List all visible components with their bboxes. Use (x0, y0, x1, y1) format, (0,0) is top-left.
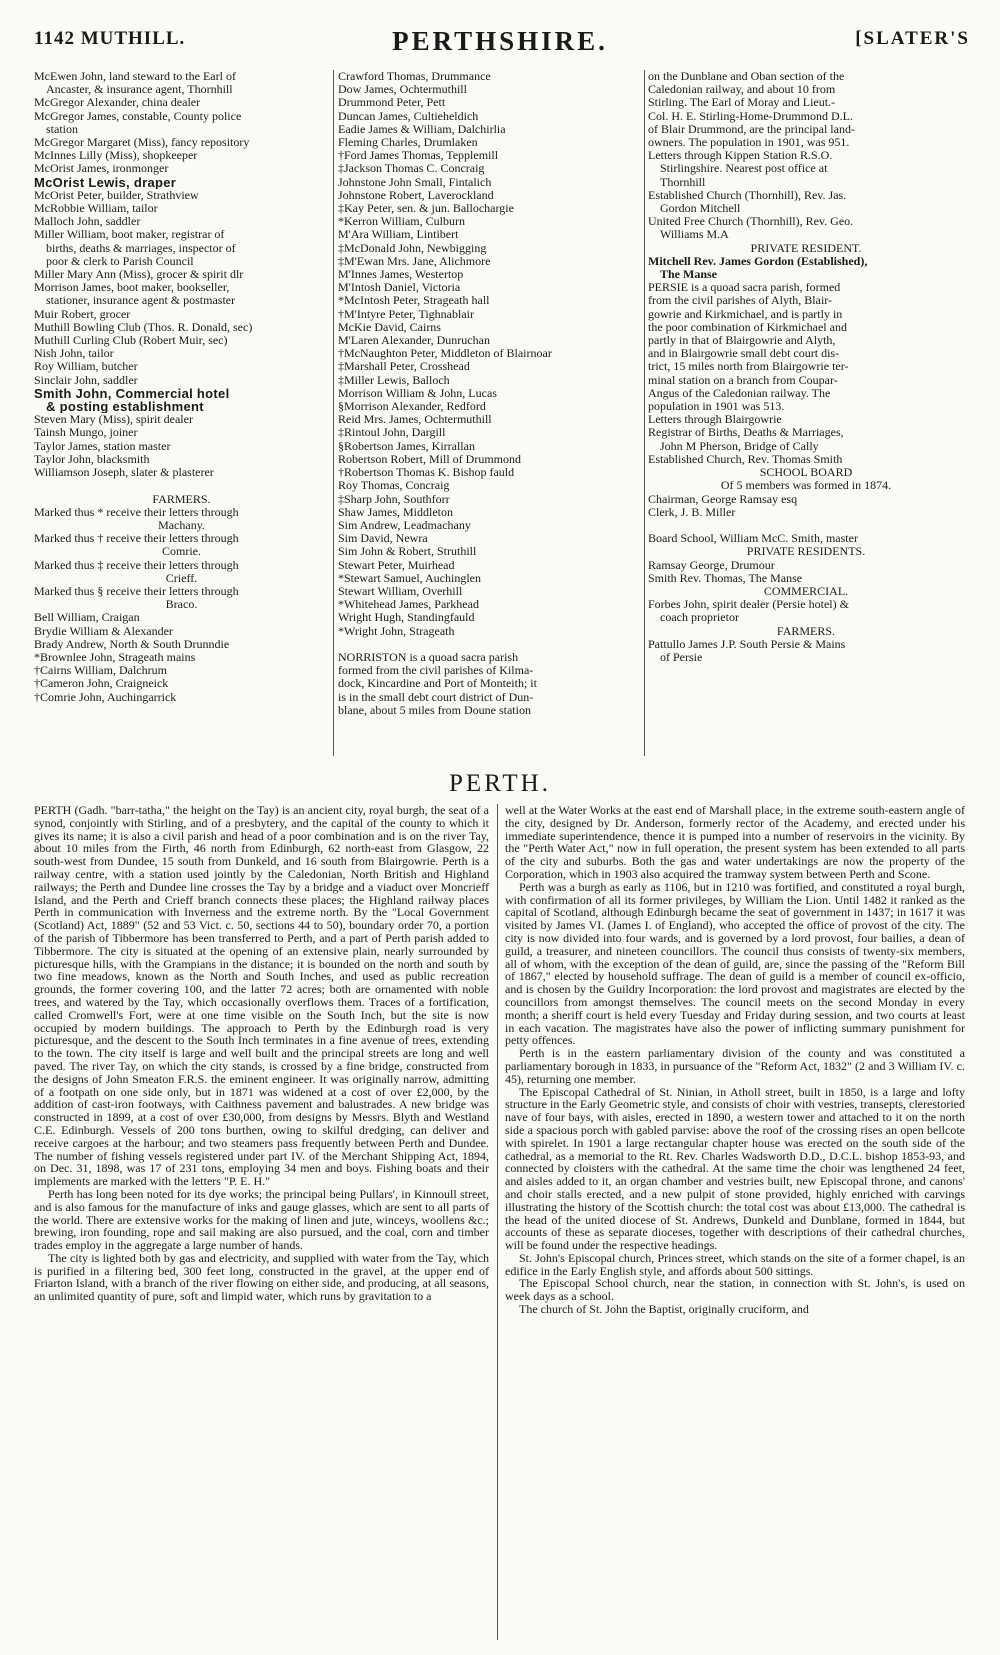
directory-entry: Roy William, butcher (34, 360, 138, 374)
directory-entry: M'Laren Alexander, Dunruchan (338, 334, 490, 348)
running-header (0, 26, 1000, 58)
directory-entry: Tainsh Mungo, joiner (34, 426, 138, 440)
section-heading: Braco. (165, 598, 198, 612)
directory-entry: The Manse (660, 268, 717, 282)
directory-entry: formed from the civil parishes of Kilma- (338, 664, 534, 678)
section-heading: COMMERCIAL. (763, 584, 849, 598)
directory-entry: of Blair Drummond, are the principal land- (648, 122, 855, 136)
section-heading: Machany. (158, 518, 205, 532)
directory-entry: Clerk, J. B. Miller (648, 505, 736, 519)
directory-entry: Ramsay George, Drumour (648, 558, 775, 572)
directory-entry: from the civil parishes of Alyth, Blair- (648, 294, 833, 308)
directory-entry: Drummond Peter, Pett (338, 96, 446, 110)
directory-entry: Sinclair John, saddler (34, 373, 138, 387)
directory-entry: births, deaths & marriages, inspector of (46, 241, 236, 255)
directory-entry: Miller William, boot maker, registrar of (34, 228, 225, 242)
directory-entry: McEwen John, land steward to the Earl of (34, 70, 236, 83)
directory-entry: M'Ara William, Lintibert (338, 228, 459, 242)
directory-entry: Fleming Charles, Drumlaken (338, 136, 478, 150)
directory-entry: gowrie and Kirkmichael, and is partly in (648, 307, 843, 321)
directory-entry: Morrison James, boot maker, bookseller, (34, 281, 230, 295)
directory-entry: ‡Kay Peter, sen. & jun. Ballochargie (338, 202, 514, 216)
county-heading: PERTHSHIRE. (392, 26, 608, 56)
directory-entry: Nish John, tailor (34, 347, 114, 361)
directory-entry: Johnstone John Small, Fintalich (338, 175, 492, 189)
directory-entry: †Ford James Thomas, Tepplemill (338, 149, 499, 163)
directory-entry: Smith Rev. Thomas, The Manse (648, 571, 803, 585)
directory-entry: Ancaster, & insurance agent, Thornhill (46, 83, 233, 97)
directory-entry: †McNaughton Peter, Middleton of Blairnoar (338, 347, 552, 361)
directory-entry: population in 1901 was 513. (648, 400, 785, 414)
directory-entry: Thornhill (660, 175, 706, 189)
directory-column-2 (338, 70, 640, 717)
directory-entry: §Robertson James, Kirrallan (338, 439, 475, 453)
directory-entry: McGregor Margaret (Miss), fancy repository (34, 136, 250, 150)
directory-entry: Smith John, Commercial hotel (34, 386, 230, 401)
directory-entry: Sim David, Newra (338, 532, 428, 546)
perth-title: PERTH. (449, 770, 551, 797)
directory-entry: John M Pherson, Bridge of Cally (660, 439, 819, 453)
paragraph: Perth was a burgh as early as 1106, but in 1210 was fortified, and constituted a royal burgh, with confirmation of all its former privileges, by William the Lion. Until 1482 it ranked as the capital of Scotland, although Edinburgh became the seat of government in 1437; in 1617 it was visited by James VI. (James I. of England), who accepted the office of provost of the city. The city is now divided into four wards, and is governed by a lord provost, four bailies, a dean of guild, a treasurer, and nineteen councillors. The council thus consists of twenty-six members, all of whom, with the exception of the dean of guild, are, since the passing of the "Reform Bill of 1867," elected by household suffrage. The dean of guild is a member of council ex-officio, and is chosen by the Guildry Incorporation: the lord provost and magistrates are elected by the councillors from amongst themselves. The council meets on the second Monday in every month; a sheriff court is held every Tuesday and Friday during session, and two courts at least in each vacation. The magistrates have also the power of inflicting summary punishment for petty offences. (505, 879, 965, 1048)
column-rule (333, 70, 334, 756)
directory-entry: Gordon Mitchell (660, 202, 741, 216)
directory-entry: dock, Kincardine and Port of Monteith; it (338, 677, 537, 691)
spacer-line (648, 519, 964, 532)
directory-entry: Eadie James & William, Dalchirlia (338, 122, 506, 136)
directory-entry: Stewart Peter, Muirhead (338, 558, 455, 572)
directory-entry: Steven Mary (Miss), spirit dealer (34, 413, 193, 427)
directory-entry: Col. H. E. Stirling-Home-Drummond D.L. (648, 109, 853, 123)
directory-entry: §Morrison Alexander, Redford (338, 400, 486, 414)
directory-entry: the poor combination of Kirkmichael and (648, 320, 847, 334)
paragraph: PERTH (Gadh. "barr-tatha," the height on the Tay) is an ancient city, royal burgh, the seat of a synod, conjointly with Stirling, and of a presbytery, and the capital of the county to which it gives its name; it is also a civil parish and head of a poor combination and is on the river Tay, about 10 miles from the Firth, 46 north from Edinburgh, 62 north-east from Glasgow, 22 south-west from Dundee, 15 south from Dunkeld, and 16 south from Blairgowrie. Perth is a railway centre, with a station used jointly by the Caledonian, North British and Highland railways; the Perth and Dundee line crosses the Tay by a bridge and a viaduct over Moncrieff Island, and the Perth and Crieff branch connects these places; the Highland railway places Perth in communication with Inverness and the extreme north. By the "Local Government (Scotland) Act, 1889" (52 and 53 Vict. c. 50, sections 44 to 50), boundary order 70, a portion of the parish of Tibbermore has been transferred to Perth, and a part of Perth parish added to Tibbermore. The city is situated at the opening of an extensive plain, nearly surrounded by picturesque hills, with the Grampians in the distance; it is bounded on the north and south by two fine meadows, known as the North and South Inches, and used as public recreation grounds, the former covering 100, and the latter 72 acres; both are ornamented with noble trees, and watered by the Tay, which occasionally overflows them. Traces of a fortification, called Cromwell's Fort, were at one time visible on the South Inch, but the site is now occupied by modern buildings. The approach to Perth by the Edinburgh road is very picturesque, and the descent to the South Inch terminates in a fine avenue of trees, extending to the town. The city itself is large and well built and the principal streets are long and well paved. The river Tay, on which the city stands, is crossed by a fine bridge, constructed from the designs of John Smeaton F.R.S. the eminent engineer. It was originally narrow, admitting of a footpath on one side only, but in 1871 was widened at a cost of over £2,000, by the addition of cast-iron footways, with Caithness pavement and balustrades. A new bridge was constructed in 1899, at a cost of over £30,000, from designs by Messrs. Blyth and Westland C.E. Edinburgh. Vessels of 200 tons burthen, owing to skilful dredging, can deliver and receive cargoes at the harbour; and two steamers pass frequently between Perth and Dundee. The number of fishing vessels registered under part IV. of the Merchant Shipping Act, 1894, on Dec. 31, 1898, was 17 of 231 tons, employing 34 men and boys. Fishing boats and their implements are marked with the letters "P. E. H." (34, 803, 489, 1189)
directory-entry: *Wright John, Strageath (338, 624, 455, 638)
directory-entry: †Cairns William, Dalchrum (34, 664, 167, 678)
directory-entry: Muthill Curling Club (Robert Muir, sec) (34, 334, 228, 348)
directory-entry: NORRISTON is a quoad sacra parish (338, 650, 519, 664)
directory-entry: coach proprietor (660, 611, 739, 625)
directory-entry: Duncan James, Cultieheldich (338, 109, 479, 123)
directory-column-1 (34, 70, 329, 704)
directory-entry: *Kerron William, Culburn (338, 215, 465, 229)
directory-entry: Taylor John, blacksmith (34, 452, 150, 466)
directory-entry: Muir Robert, grocer (34, 307, 131, 321)
spacer-line (338, 638, 640, 651)
directory-entry: †M'Intyre Peter, Tighnablair (338, 307, 475, 321)
directory-entry: of Persie (660, 650, 703, 664)
directory-entry: partly in that of Blairgowrie and Alyth, (648, 334, 836, 348)
section-heading: PRIVATE RESIDENT. (750, 241, 862, 255)
directory-entry: Brady Andrew, North & South Drunndie (34, 637, 230, 651)
directory-entry: on the Dunblane and Oban section of the (648, 70, 845, 83)
column-rule (497, 804, 498, 1640)
directory-entry: owners. The population in 1901, was 951. (648, 136, 850, 150)
directory-column-3 (648, 70, 964, 664)
directory-entry: Malloch John, saddler (34, 215, 141, 229)
directory-entry: *Stewart Samuel, Auchinglen (338, 571, 481, 585)
directory-entry: ‡Marshall Peter, Crosshead (338, 360, 470, 374)
directory-entry: *Brownlee John, Strageath mains (34, 650, 196, 664)
perth-description-left (34, 804, 489, 1303)
directory-entry: Stirling. The Earl of Moray and Lieut.- (648, 96, 836, 110)
directory-entry: Bell William, Craigan (34, 611, 140, 625)
directory-entry: McGregor James, constable, County police (34, 109, 242, 123)
directory-entry: ‡Jackson Thomas C. Concraig (338, 162, 485, 176)
directory-entry: Brydie William & Alexander (34, 624, 173, 638)
paragraph: well at the Water Works at the east end of Marshall place, in the extreme south-eastern angle of the city, designed by Dr. Anderson, formerly rector of the Academy, and erected under his immediate superintendence, thence it is pumped into a number of reservoirs in the vicinity. By the "Perth Water Act," now in full operation, the present system has been extended to all parts of the city and suburbs. Both the gas and water undertakings are now the property of the Corporation, which in 1903 also acquired the tramway system between Perth and Scone. (505, 803, 965, 881)
directory-entry: Johnstone Robert, Laverockland (338, 188, 494, 202)
directory-entry: Angus of the Caledonian railway. The (648, 386, 831, 400)
directory-entry: McInnes Lilly (Miss), shopkeeper (34, 149, 198, 163)
directory-entry: Wright Hugh, Standingfauld (338, 611, 475, 625)
directory-entry: ‡McDonald John, Newbigging (338, 241, 487, 255)
directory-entry: Marked thus ‡ receive their letters through (34, 558, 239, 572)
directory-entry: †Robertson Thomas K. Bishop fauld (338, 466, 515, 480)
directory-entry: *McIntosh Peter, Strageath hall (338, 294, 490, 308)
section-heading: PRIVATE RESIDENTS. (746, 545, 866, 559)
directory-entry: Morrison William & John, Lucas (338, 386, 497, 400)
directory-entry: Forbes John, spirit dealer (Persie hotel) & (648, 598, 849, 612)
directory-entry: McOrist Peter, builder, Strathview (34, 188, 199, 202)
directory-entry: McOrist Lewis, draper (34, 175, 177, 189)
section-heading: Of 5 members was formed in 1874. (720, 479, 892, 493)
directory-entry: Shaw James, Middleton (338, 505, 453, 519)
paragraph: The Episcopal Cathedral of St. Ninian, in Atholl street, built in 1850, is a large and lofty structure in the Early Geometric style, and consists of choir with vestries, transepts, clerestoried nave of four bays, with aisles, erected in 1890, a western tower and attached to it on the north side a spacious porch with gabled parvise: above the roof of the crossing rises an open bellcote with spirelet. In 1901 a large rectangular chapter house was erected on the south side of the cathedral, as a memorial to the Rt. Rev. Charles Wadsworth D.D., D.C.L. bishop 1853-93, and connected by cloisters with the cathedral. At the same time the choir was lengthened 24 feet, and aisles added to it, an organ chamber and vestries built, new Episcopal throne, and canons' and choir stalls erected, and a new pulpit of stone provided, highly enriched with carvings illustrating the history of the Scottish church: the total cost was about £13,000. The cathedral is the head of the united diocese of St. Andrews, Dunkeld and Dunblane, formed in 1844, but accounts of these as separate dioceses, together with descriptions of their cathedral churches, will be found under the respective headings. (505, 1084, 965, 1253)
directory-entry: Dow James, Ochtermuthill (338, 83, 467, 97)
directory-entry: minal station on a branch from Coupar- (648, 373, 838, 387)
directory-entry: Marked thus § receive their letters through (34, 584, 239, 598)
publisher-name: [SLATER'S (855, 28, 970, 49)
directory-entry: Robertson Robert, Mill of Drummond (338, 452, 521, 466)
directory-entry: McGregor Alexander, china dealer (34, 96, 201, 110)
directory-entry: *Whitehead James, Parkhead (338, 598, 479, 612)
directory-entry: and in Blairgowrie small debt court dis- (648, 347, 840, 361)
directory-entry: stationer, insurance agent & postmaster (46, 294, 236, 308)
section-heading: Comrie. (162, 545, 201, 559)
directory-entry: †Comrie John, Auchingarrick (34, 690, 177, 704)
directory-entry: Caledonian railway, and about 10 from (648, 83, 836, 97)
directory-entry: Letters through Kippen Station R.S.O. (648, 149, 833, 163)
directory-entry: McRobbie William, tailor (34, 202, 158, 216)
directory-entry: Established Church (Thornhill), Rev. Jas. (648, 188, 847, 202)
directory-entry: Chairman, George Ramsay esq (648, 492, 798, 506)
paragraph: The church of St. John the Baptist, originally cruciform, and (519, 1302, 809, 1317)
section-heading: Crieff. (165, 571, 198, 585)
directory-entry: Pattullo James J.P. South Persie & Mains (648, 637, 846, 651)
directory-entry: Mitchell Rev. James Gordon (Established), (648, 254, 868, 268)
directory-entry: Sim Andrew, Leadmachany (338, 518, 471, 532)
directory-entry: Miller Mary Ann (Miss), grocer & spirit dlr (34, 268, 244, 282)
directory-entry: is in the small debt court district of Dun- (338, 690, 534, 704)
directory-entry: & posting establishment (46, 400, 204, 414)
directory-entry: ‡Sharp John, Southforr (338, 492, 450, 506)
directory-entry: blane, about 5 miles from Doune station (338, 703, 531, 717)
directory-entry: ‡Rintoul John, Dargill (338, 426, 446, 440)
directory-entry: Established Church, Rev. Thomas Smith (648, 452, 843, 466)
column-rule (644, 70, 645, 756)
directory-entry: Letters through Blairgowrie (648, 413, 782, 427)
directory-entry: ‡Miller Lewis, Balloch (338, 373, 450, 387)
directory-entry: Marked thus * receive their letters through (34, 505, 239, 519)
directory-entry: trict, 15 miles north from Blairgowrie ter- (648, 360, 849, 374)
directory-entry: Stirlingshire. Nearest post office at (660, 162, 828, 176)
paragraph: Perth has long been noted for its dye works; the principal being Pullars', in Kinnoull street, and is also famous for the manufacture of inks and gauge glasses, which are sent to all parts of the world. There are extensive works for the making of linen and jute, winceys, woollens &c.; brewing, iron founding, rope and sail making are also pursued, and the coal, corn and timber trades employ in the aggregate a large number of hands. (34, 1186, 489, 1253)
directory-entry: ‡M'Ewan Mrs. Jane, Alichmore (338, 254, 491, 268)
directory-entry: Taylor James, station master (34, 439, 171, 453)
directory-entry: Williams M.A (660, 228, 729, 242)
directory-entry: Stewart William, Overhill (338, 584, 463, 598)
directory-entry: PERSIE is a quoad sacra parish, formed (648, 281, 841, 295)
directory-entry: Roy Thomas, Concraig (338, 479, 450, 493)
directory-entry: Registrar of Births, Deaths & Marriages, (648, 426, 844, 440)
spacer-line (34, 479, 329, 492)
section-heading: FARMERS. (776, 624, 836, 638)
directory-entry: M'Intosh Daniel, Victoria (338, 281, 461, 295)
directory-entry: station (46, 122, 78, 136)
directory-entry: Reid Mrs. James, Ochtermuthill (338, 413, 492, 427)
directory-entry: Crawford Thomas, Drummance (338, 70, 491, 83)
directory-entry: McOrist James, ironmonger (34, 162, 169, 176)
directory-entry: Board School, William McC. Smith, master (648, 532, 858, 546)
directory-entry: McKie David, Cairns (338, 320, 441, 334)
paragraph: Perth is in the eastern parliamentary division of the county and was constituted a parliamentary borough in 1833, in pursuance of the "Reform Act, 1832" (2 and 3 William IV. c. 45), returning one member. (505, 1046, 965, 1086)
section-heading: FARMERS. (152, 492, 211, 506)
section-heading: SCHOOL BOARD (759, 466, 853, 480)
directory-entry: poor & clerk to Parish Council (46, 254, 194, 268)
directory-entry: Sim John & Robert, Struthill (338, 545, 477, 559)
paragraph: The Episcopal School church, near the station, in connection with St. John's, is used on week days as a school. (505, 1276, 965, 1304)
directory-entry: Marked thus † receive their letters through (34, 532, 239, 546)
directory-entry: Muthill Bowling Club (Thos. R. Donald, sec) (34, 320, 253, 334)
directory-entry: Williamson Joseph, slater & plasterer (34, 466, 214, 480)
page-number-and-place: 1142 MUTHILL. (34, 28, 186, 49)
directory-entry: United Free Church (Thornhill), Rev. Geo. (648, 215, 854, 229)
directory-entry: M'Innes James, Westertop (338, 268, 464, 282)
directory-entry: †Cameron John, Craigneick (34, 677, 169, 691)
perth-description-right (505, 804, 965, 1316)
paragraph: St. John's Episcopal church, Princes street, which stands on the site of a former chapel, is an edifice in the Early English style, and affords about 500 sittings. (505, 1250, 965, 1278)
paragraph: The city is lighted both by gas and electricity, and supplied with water from the Tay, which is purified in a filtering bed, 300 feet long, constructed in the gravel, at the upper end of Friarton Island, with a branch of the river flowing on either side, and producing, at all seasons, an unlimited quantity of pure, soft and limpid water, which runs by gravitation to a (34, 1250, 489, 1304)
